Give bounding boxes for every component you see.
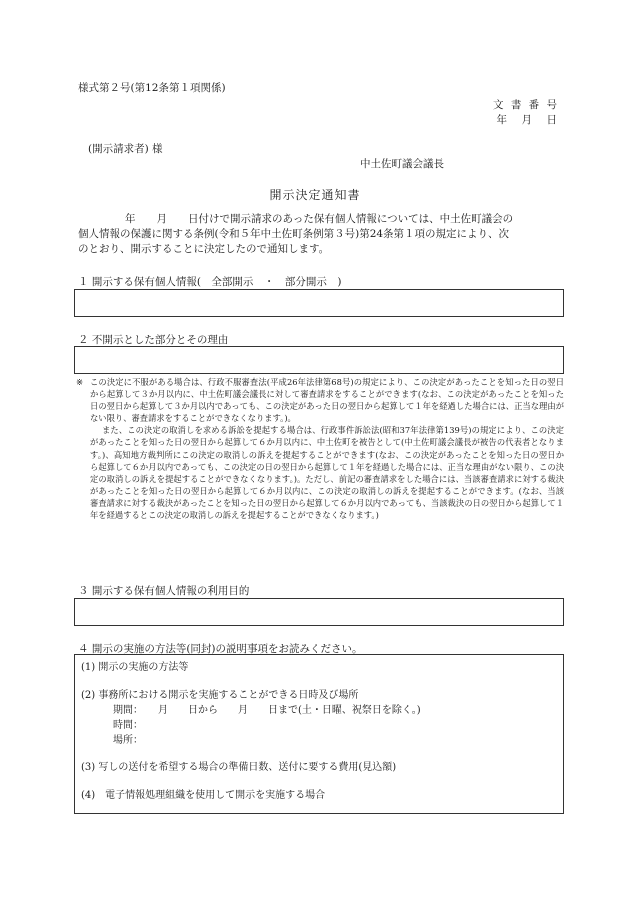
- impl-item-3: (3) 写しの送付を希望する場合の準備日数、送付に要する費用(見込額): [81, 762, 397, 773]
- intro-line: 個人情報の保護に関する条例(令和５年中土佐町条例第３号)第24条第１項の規定により、次: [78, 228, 510, 240]
- impl-time: 時間：: [113, 720, 143, 731]
- document-title: 開示決定通知書: [269, 188, 361, 202]
- section-1-box: [74, 289, 564, 317]
- document-number-label: 文 書 番 号: [492, 99, 559, 111]
- requester-name: (開示請求者) 様: [88, 143, 163, 155]
- note-paragraph-1: この決定に不服がある場合は、行政不服審査法(平成26年法律第68号)の規定により、この決定があったことを知った日の翌日から起算して３か月以内に、中土佐町議会議長に対して審査請求をすることができます(なお、この決定があったことを知った日の翌日から起算して３か月以内であっても、この決定があった日の翌日から起算して１年を経過した場合には、正当な理由がない限り、審査請求をすることができなくなります。)。: [90, 377, 564, 424]
- impl-item-2: (2) 事務所における開示を実施することができる日時及び場所: [81, 690, 359, 701]
- document-date-label: 年 月 日: [496, 114, 559, 126]
- issuer-chair: 中土佐町議会議長: [360, 158, 444, 170]
- intro-line: のとおり、開示することに決定したので通知します。: [78, 243, 330, 255]
- impl-item-1: (1) 開示の実施の方法等: [81, 662, 189, 673]
- intro-paragraph: [78, 212, 562, 257]
- section-4-heading: ４ 開示の実施の方法等(同封)の説明事項をお読みください。: [78, 643, 363, 655]
- form-number: 様式第２号(第12条第１項関係): [78, 82, 226, 94]
- section-1-heading: １ 開示する保有個人情報( 全部開示 ・ 部分開示 ): [78, 276, 342, 288]
- impl-period: 期間： 月 日から 月 日まで(土・日曜、祝祭日を除く。): [113, 705, 421, 716]
- section-3-heading: ３ 開示する保有個人情報の利用目的: [78, 585, 250, 597]
- appeal-notice: [76, 376, 564, 521]
- impl-item-4: (4) 電子情報処理組織を使用して開示を実施する場合: [81, 790, 326, 801]
- section-2-box: [74, 346, 564, 374]
- note-mark: ※: [76, 377, 83, 387]
- impl-place: 場所：: [113, 735, 143, 746]
- section-3-box: [74, 598, 564, 626]
- intro-line: 年 月 日付けで開示請求のあった保有個人情報については、中土佐町議会の: [125, 213, 514, 225]
- note-paragraph-2: また、この決定の取消しを求める訴訟を提起する場合は、行政事件訴訟法(昭和37年法律第139号)の規定により、この決定があったことを知った日の翌日から起算して６か月以内に、中土佐町を被告として(中土佐町議会議長が被告の代表者となります。)、高知地方裁判所にこの決定の取消しの訴えを提起することができます(なお、この決定があったことを知った日の翌日から起算して６か月以内であっても、この決定の日の翌日から起算して１年を経過した場合には、正当な理由がない限り、この決定の取消しの訴えを提起することができなくなります。)。ただし、前記の審査請求をした場合には、当該審査請求に対する裁決があったことを知った日の翌日から起算して６か月以内に、この決定の取消しの訴えを提起することができます。(なお、当該審査請求に対する裁決があったことを知った日の翌日から起算して６か月以内であっても、当該裁決の日の翌日から起算して１年を経過するとこの決定の取消しの訴えを提起することができなくなります。): [90, 425, 564, 521]
- section-4-box: [74, 654, 564, 814]
- section-2-heading: ２ 不開示とした部分とその理由: [78, 334, 229, 346]
